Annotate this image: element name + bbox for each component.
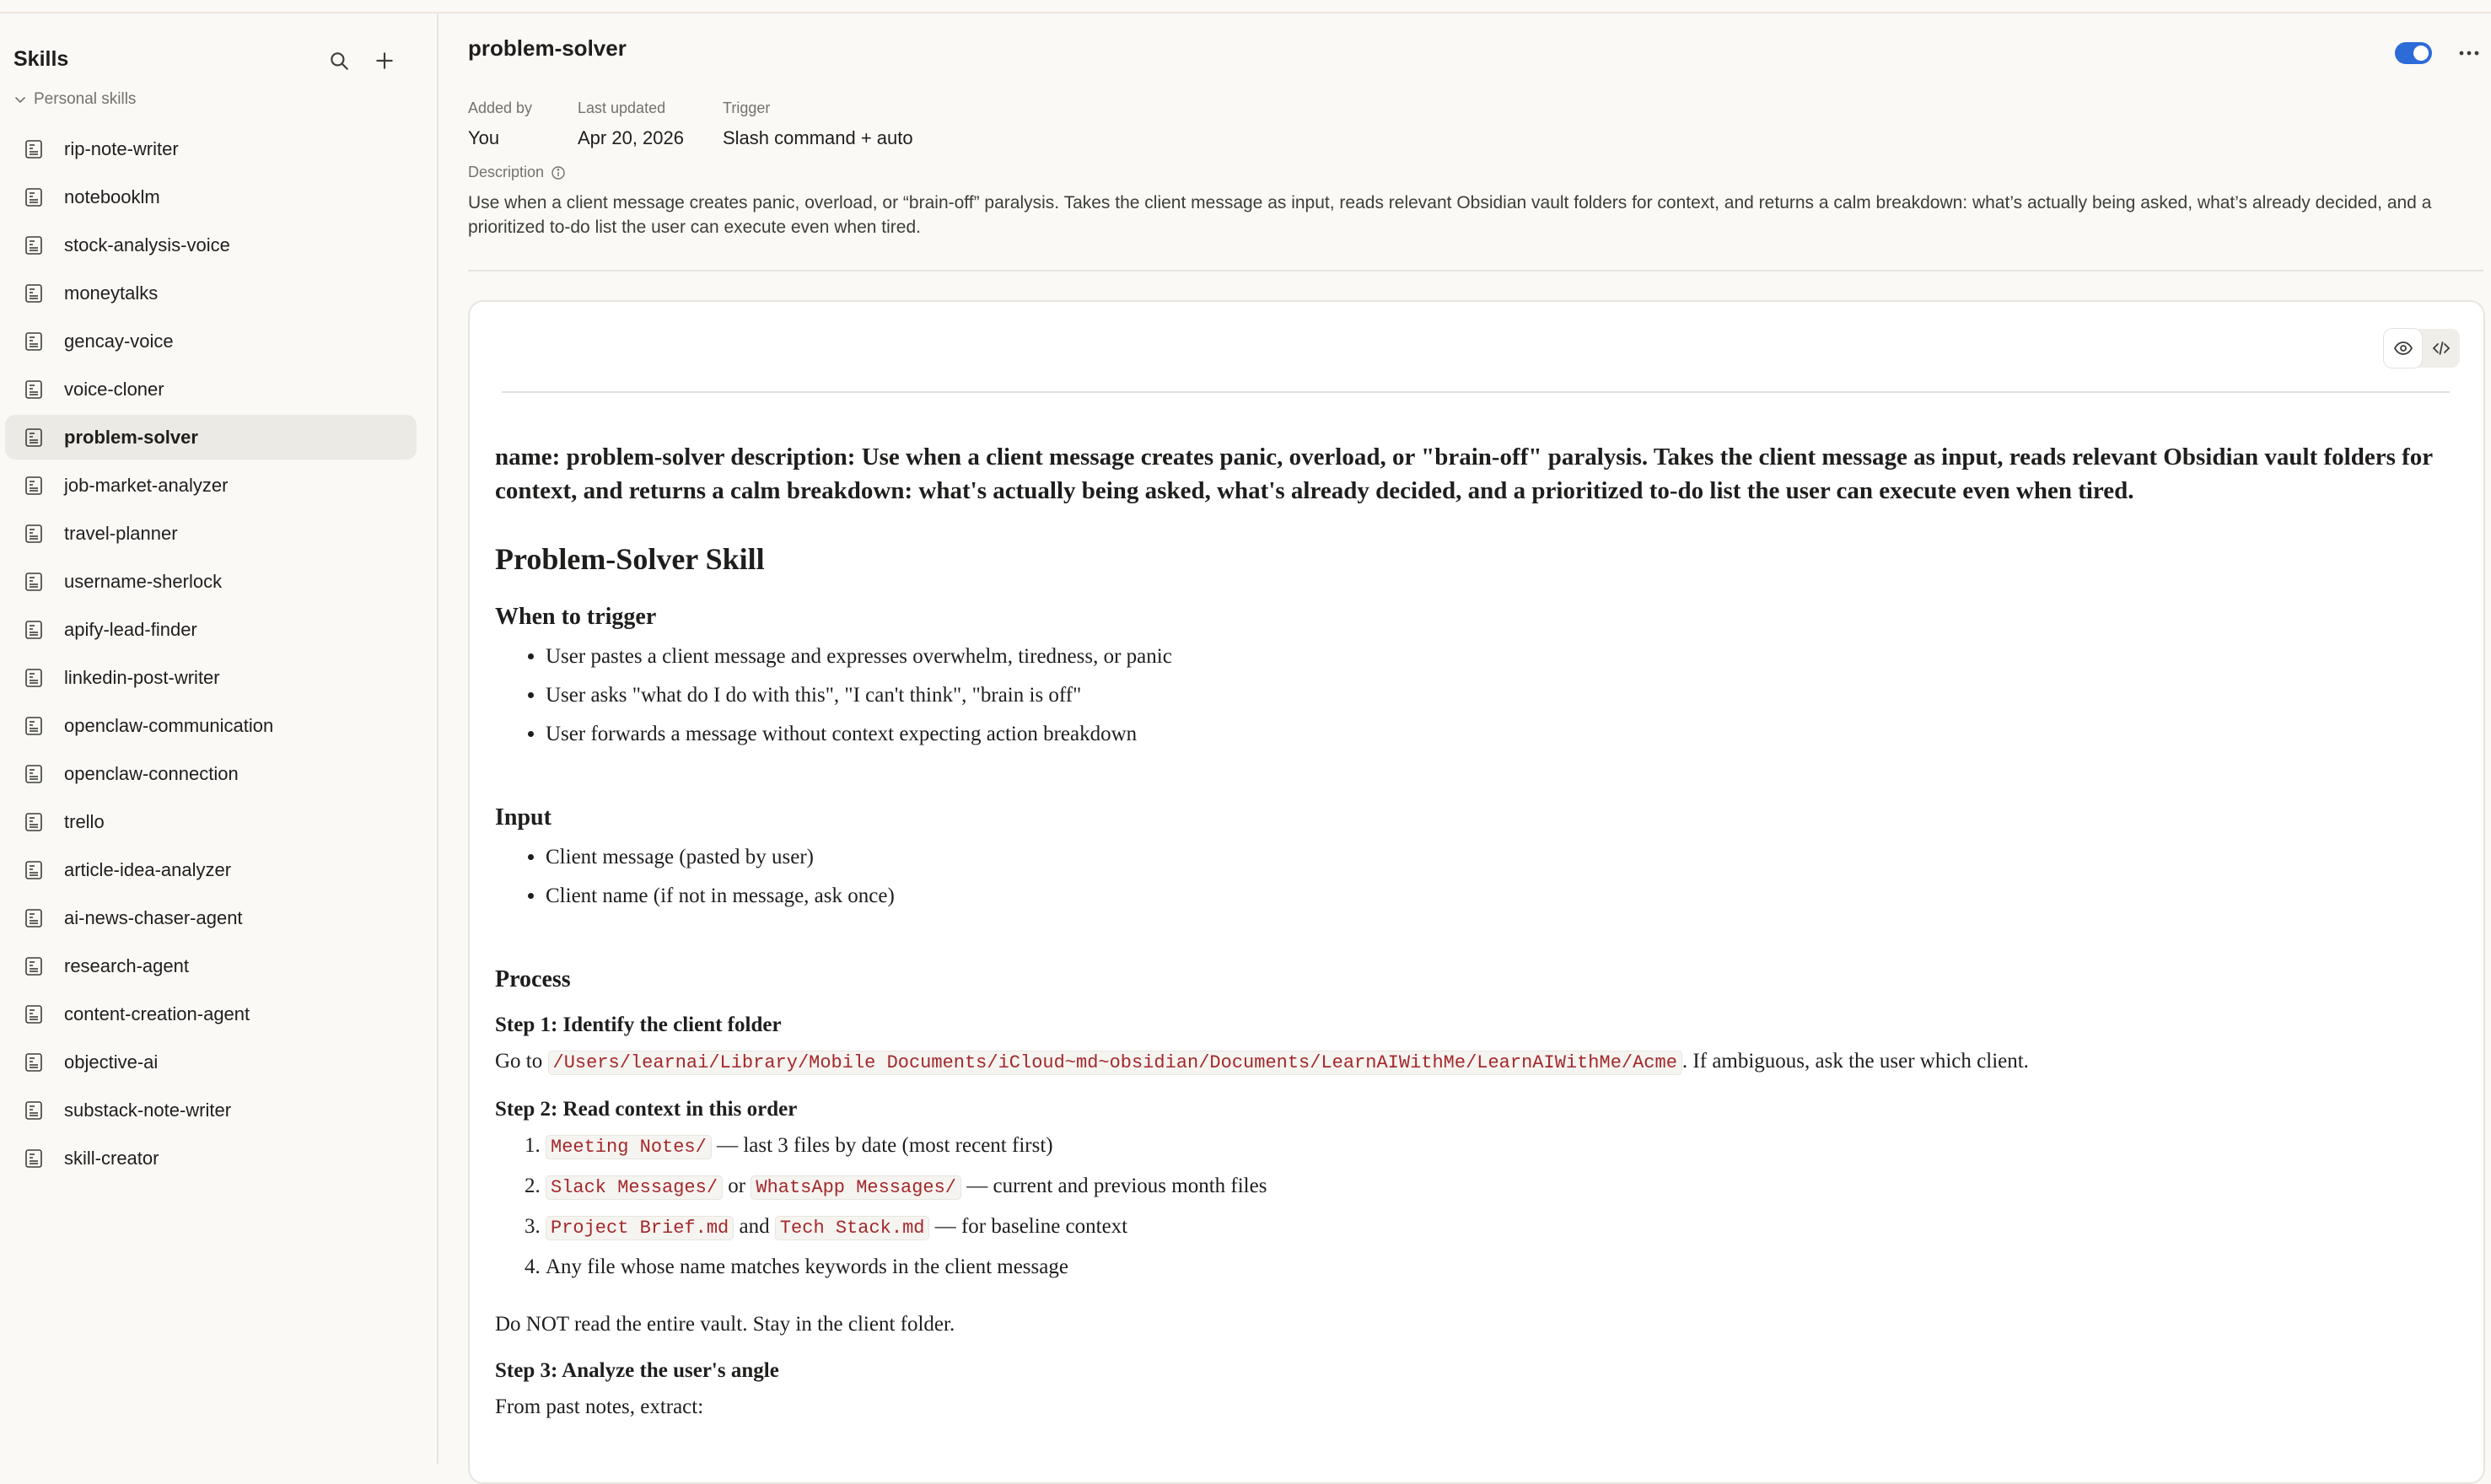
section-heading-input: Input	[495, 804, 551, 831]
sidebar-item-objective-ai[interactable]	[5, 1040, 417, 1084]
sidebar-item-label: notebooklm	[64, 186, 160, 207]
code-icon	[2431, 338, 2451, 358]
skill-title: problem-solver	[468, 35, 627, 61]
add-skill-button[interactable]	[366, 42, 403, 79]
skill-file-icon	[23, 523, 45, 545]
skill-file-icon	[22, 858, 46, 882]
text-span: — current and previous month files	[961, 1175, 1267, 1197]
skill-file-icon	[23, 763, 45, 785]
skill-file-icon	[23, 1051, 45, 1073]
sidebar-item-openclaw-connection[interactable]	[5, 751, 417, 796]
sidebar-item-label: research-agent	[64, 954, 189, 976]
skill-file-icon	[22, 1003, 46, 1026]
sidebar-item-moneytalks[interactable]	[5, 271, 417, 315]
sidebar-item-label: article-idea-analyzer	[64, 858, 232, 880]
sidebar-item-label: apify-lead-finder	[64, 618, 197, 640]
skill-file-icon	[23, 234, 45, 256]
sidebar-item-stock-analysis-voice[interactable]	[5, 223, 417, 267]
sidebar-header	[13, 34, 423, 84]
view-mode-toggle	[2384, 329, 2460, 368]
sidebar-item-linkedin-post-writer[interactable]	[5, 655, 417, 700]
skill-file-icon	[22, 522, 46, 546]
list-item: • User pastes a client message and expresses overwhelm, tiredness, or panic	[546, 643, 2460, 671]
list-item	[546, 1212, 2460, 1243]
skill-content-card	[468, 300, 2485, 1484]
step-3-heading: Step 3: Analyze the user's angle	[495, 1359, 779, 1382]
skill-file-icon	[22, 954, 46, 978]
skill-markdown-preview	[495, 440, 2460, 1433]
personal-skills-section-toggle[interactable]	[13, 84, 136, 115]
skill-file-icon	[22, 474, 46, 497]
skill-file-icon	[22, 1051, 46, 1074]
sidebar-item-label: content-creation-agent	[64, 1003, 250, 1024]
list-item: • Client message (pasted by user)	[546, 843, 2460, 872]
skill-enabled-toggle[interactable]	[2395, 42, 2432, 64]
text-span: . If ambiguous, ask the user which client.	[1681, 1050, 2029, 1073]
sidebar-item-article-idea-analyzer[interactable]	[5, 847, 417, 892]
skill-file-icon	[23, 619, 45, 641]
skill-file-icon	[23, 667, 45, 689]
sidebar-item-label: skill-creator	[64, 1147, 159, 1169]
inline-code: WhatsApp Messages/	[751, 1175, 961, 1200]
meta-trigger	[723, 99, 913, 149]
doc-title: Problem-Solver Skill	[495, 542, 765, 576]
preview-mode-button[interactable]	[2384, 329, 2422, 368]
text-span: or	[723, 1175, 751, 1197]
step-3-text: From past notes, extract:	[495, 1395, 704, 1418]
inline-code: Slack Messages/	[546, 1175, 723, 1200]
sidebar-item-openclaw-communication[interactable]	[5, 703, 417, 748]
input-list	[495, 843, 2460, 911]
description-label-text: Description	[468, 164, 545, 180]
plus-icon	[374, 50, 395, 72]
skill-file-icon	[22, 570, 46, 594]
sidebar-item-label: voice-cloner	[64, 378, 164, 400]
sidebar-item-label: stock-analysis-voice	[64, 234, 230, 255]
meta-value: Slash command + auto	[723, 127, 913, 148]
description-label	[468, 164, 566, 181]
skill-file-icon	[23, 811, 45, 833]
section-heading-when: When to trigger	[495, 604, 657, 630]
sidebar-item-substack-note-writer[interactable]	[5, 1088, 417, 1132]
sidebar-item-ai-news-chaser-agent[interactable]	[5, 895, 417, 940]
list-item	[546, 1132, 2460, 1162]
sidebar-item-job-market-analyzer[interactable]	[5, 463, 417, 508]
step-2-heading: Step 2: Read context in this order	[495, 1098, 798, 1121]
more-horizontal-icon	[2459, 50, 2479, 56]
skill-file-icon	[23, 1100, 45, 1121]
skill-file-icon	[23, 1003, 45, 1025]
skill-file-icon	[23, 907, 45, 929]
skill-file-icon	[22, 666, 46, 690]
source-mode-button[interactable]	[2422, 329, 2460, 368]
sidebar-item-username-sherlock[interactable]	[5, 559, 417, 604]
skill-file-icon	[23, 379, 45, 401]
text-span: and	[734, 1215, 775, 1238]
when-list	[495, 643, 2460, 749]
skill-file-icon	[23, 282, 45, 304]
meta-label: Added by	[468, 99, 533, 116]
section-label: Personal skills	[34, 90, 137, 108]
skill-file-icon	[23, 571, 45, 593]
text-span: Go to	[495, 1050, 548, 1073]
skill-file-icon	[22, 1099, 46, 1122]
text-span: — last 3 files by date (most recent first)	[711, 1134, 1053, 1157]
skill-file-icon	[22, 762, 46, 786]
skill-file-icon	[23, 859, 45, 881]
sidebar-item-label: rip-note-writer	[64, 137, 179, 159]
inline-code: Project Brief.md	[546, 1216, 734, 1240]
sidebar-item-gencay-voice[interactable]	[5, 319, 417, 363]
sidebar-item-voice-cloner[interactable]	[5, 367, 417, 411]
sidebar-item-label: job-market-analyzer	[64, 474, 229, 496]
sidebar-title: Skills	[13, 47, 69, 71]
sidebar-item-rip-note-writer[interactable]	[5, 126, 417, 171]
sidebar-item-skill-creator[interactable]	[5, 1136, 417, 1180]
skill-file-icon	[22, 282, 46, 305]
inline-code-path: /Users/learnai/Library/Mobile Documents/iCloud~md~obsidian/Documents/LearnAIWithMe/LearnAIWithMe/Acme	[548, 1051, 1682, 1075]
meta-label: Trigger	[723, 99, 771, 116]
info-icon[interactable]	[551, 165, 566, 180]
list-item: • Client name (if not in message, ask once)	[546, 882, 2460, 911]
inline-code: Tech Stack.md	[775, 1216, 930, 1240]
skill-file-icon	[22, 137, 46, 161]
step-2-note: Do NOT read the entire vault. Stay in the client folder.	[495, 1313, 955, 1336]
frontmatter-text: name: problem-solver description: Use when a client message creates panic, overload, or "brain-off" paralysis. Takes the client message as input, reads relevant Obsidian vault folders for context, and returns a calm breakdown: what's actually being asked, what's already decided, and a prioritized to-do list the user can execute even when tired.	[495, 444, 2433, 504]
content-rule	[502, 391, 2450, 393]
skill-file-icon	[22, 618, 46, 642]
list-item: • User asks "what do I do with this", "I can't think", "brain is off"	[546, 681, 2460, 710]
skill-file-icon	[23, 715, 45, 737]
more-options-button[interactable]	[2451, 39, 2488, 67]
description-text: Use when a client message creates panic, overload, or “brain-off” paralysis. Takes the client message as input, reads relevant Obsidian vault folders for context, and returns a calm breakdown: what’s actually being asked, what’s already decided, and a prioritized to-do list the user can execute even when tired.	[468, 193, 2432, 237]
search-icon	[328, 50, 350, 72]
sidebar-item-content-creation-agent[interactable]	[5, 992, 417, 1036]
skill-file-icon	[23, 186, 45, 208]
top-border	[0, 0, 2491, 13]
divider	[468, 270, 2483, 272]
skill-file-icon	[22, 714, 46, 738]
skills-sidebar	[0, 13, 438, 1464]
step-2-list	[495, 1132, 2460, 1282]
meta-value: Apr 20, 2026	[578, 127, 684, 148]
list-item	[546, 1172, 2460, 1202]
skill-file-icon	[22, 234, 46, 257]
search-button[interactable]	[320, 42, 358, 79]
skill-file-icon	[22, 426, 46, 449]
eye-icon	[2393, 338, 2413, 358]
sidebar-item-notebooklm[interactable]	[5, 175, 417, 219]
sidebar-item-trello[interactable]	[5, 799, 417, 844]
sidebar-item-label: username-sherlock	[64, 570, 223, 592]
meta-value: You	[468, 127, 500, 148]
skill-file-icon	[22, 330, 46, 353]
sidebar-item-travel-planner[interactable]	[5, 511, 417, 556]
skill-file-icon	[22, 1147, 46, 1170]
list-item: 4. Any file whose name matches keywords in the client message	[546, 1253, 2460, 1282]
sidebar-item-label: gencay-voice	[64, 330, 174, 352]
sidebar-item-apify-lead-finder[interactable]	[5, 607, 417, 652]
section-heading-process: Process	[495, 966, 571, 992]
chevron-down-icon	[13, 93, 27, 106]
skill-file-icon	[22, 810, 46, 834]
meta-label: Last updated	[578, 99, 666, 116]
sidebar-item-label: linkedin-post-writer	[64, 666, 220, 688]
skill-detail	[438, 13, 2491, 1464]
skill-file-icon	[23, 427, 45, 449]
skill-file-icon	[23, 331, 45, 352]
step-1-text	[495, 1047, 2460, 1078]
sidebar-item-problem-solver[interactable]	[5, 415, 417, 460]
skill-file-icon	[22, 378, 46, 401]
sidebar-item-label: travel-planner	[64, 522, 178, 544]
skill-file-icon	[22, 906, 46, 930]
skill-file-icon	[23, 138, 45, 160]
sidebar-item-label: problem-solver	[64, 426, 198, 448]
inline-code: Meeting Notes/	[546, 1135, 712, 1159]
meta-added-by	[468, 99, 532, 149]
skill-file-icon	[23, 955, 45, 977]
list-item: • User forwards a message without context expecting action breakdown	[546, 720, 2460, 749]
step-1-heading: Step 1: Identify the client folder	[495, 1014, 782, 1036]
sidebar-item-label: openclaw-connection	[64, 762, 239, 784]
sidebar-item-label: trello	[64, 810, 105, 832]
sidebar-item-label: openclaw-communication	[64, 714, 274, 736]
skill-file-icon	[22, 186, 46, 209]
text-span: — for baseline context	[929, 1215, 1128, 1238]
skill-file-icon	[23, 1148, 45, 1169]
sidebar-item-label: moneytalks	[64, 282, 159, 304]
sidebar-item-label: ai-news-chaser-agent	[64, 906, 243, 928]
skill-file-icon	[23, 475, 45, 497]
sidebar-item-label: objective-ai	[64, 1051, 159, 1073]
skill-list	[5, 126, 417, 1184]
sidebar-item-research-agent[interactable]	[5, 944, 417, 988]
meta-last-updated	[578, 99, 684, 149]
sidebar-item-label: substack-note-writer	[64, 1099, 232, 1121]
